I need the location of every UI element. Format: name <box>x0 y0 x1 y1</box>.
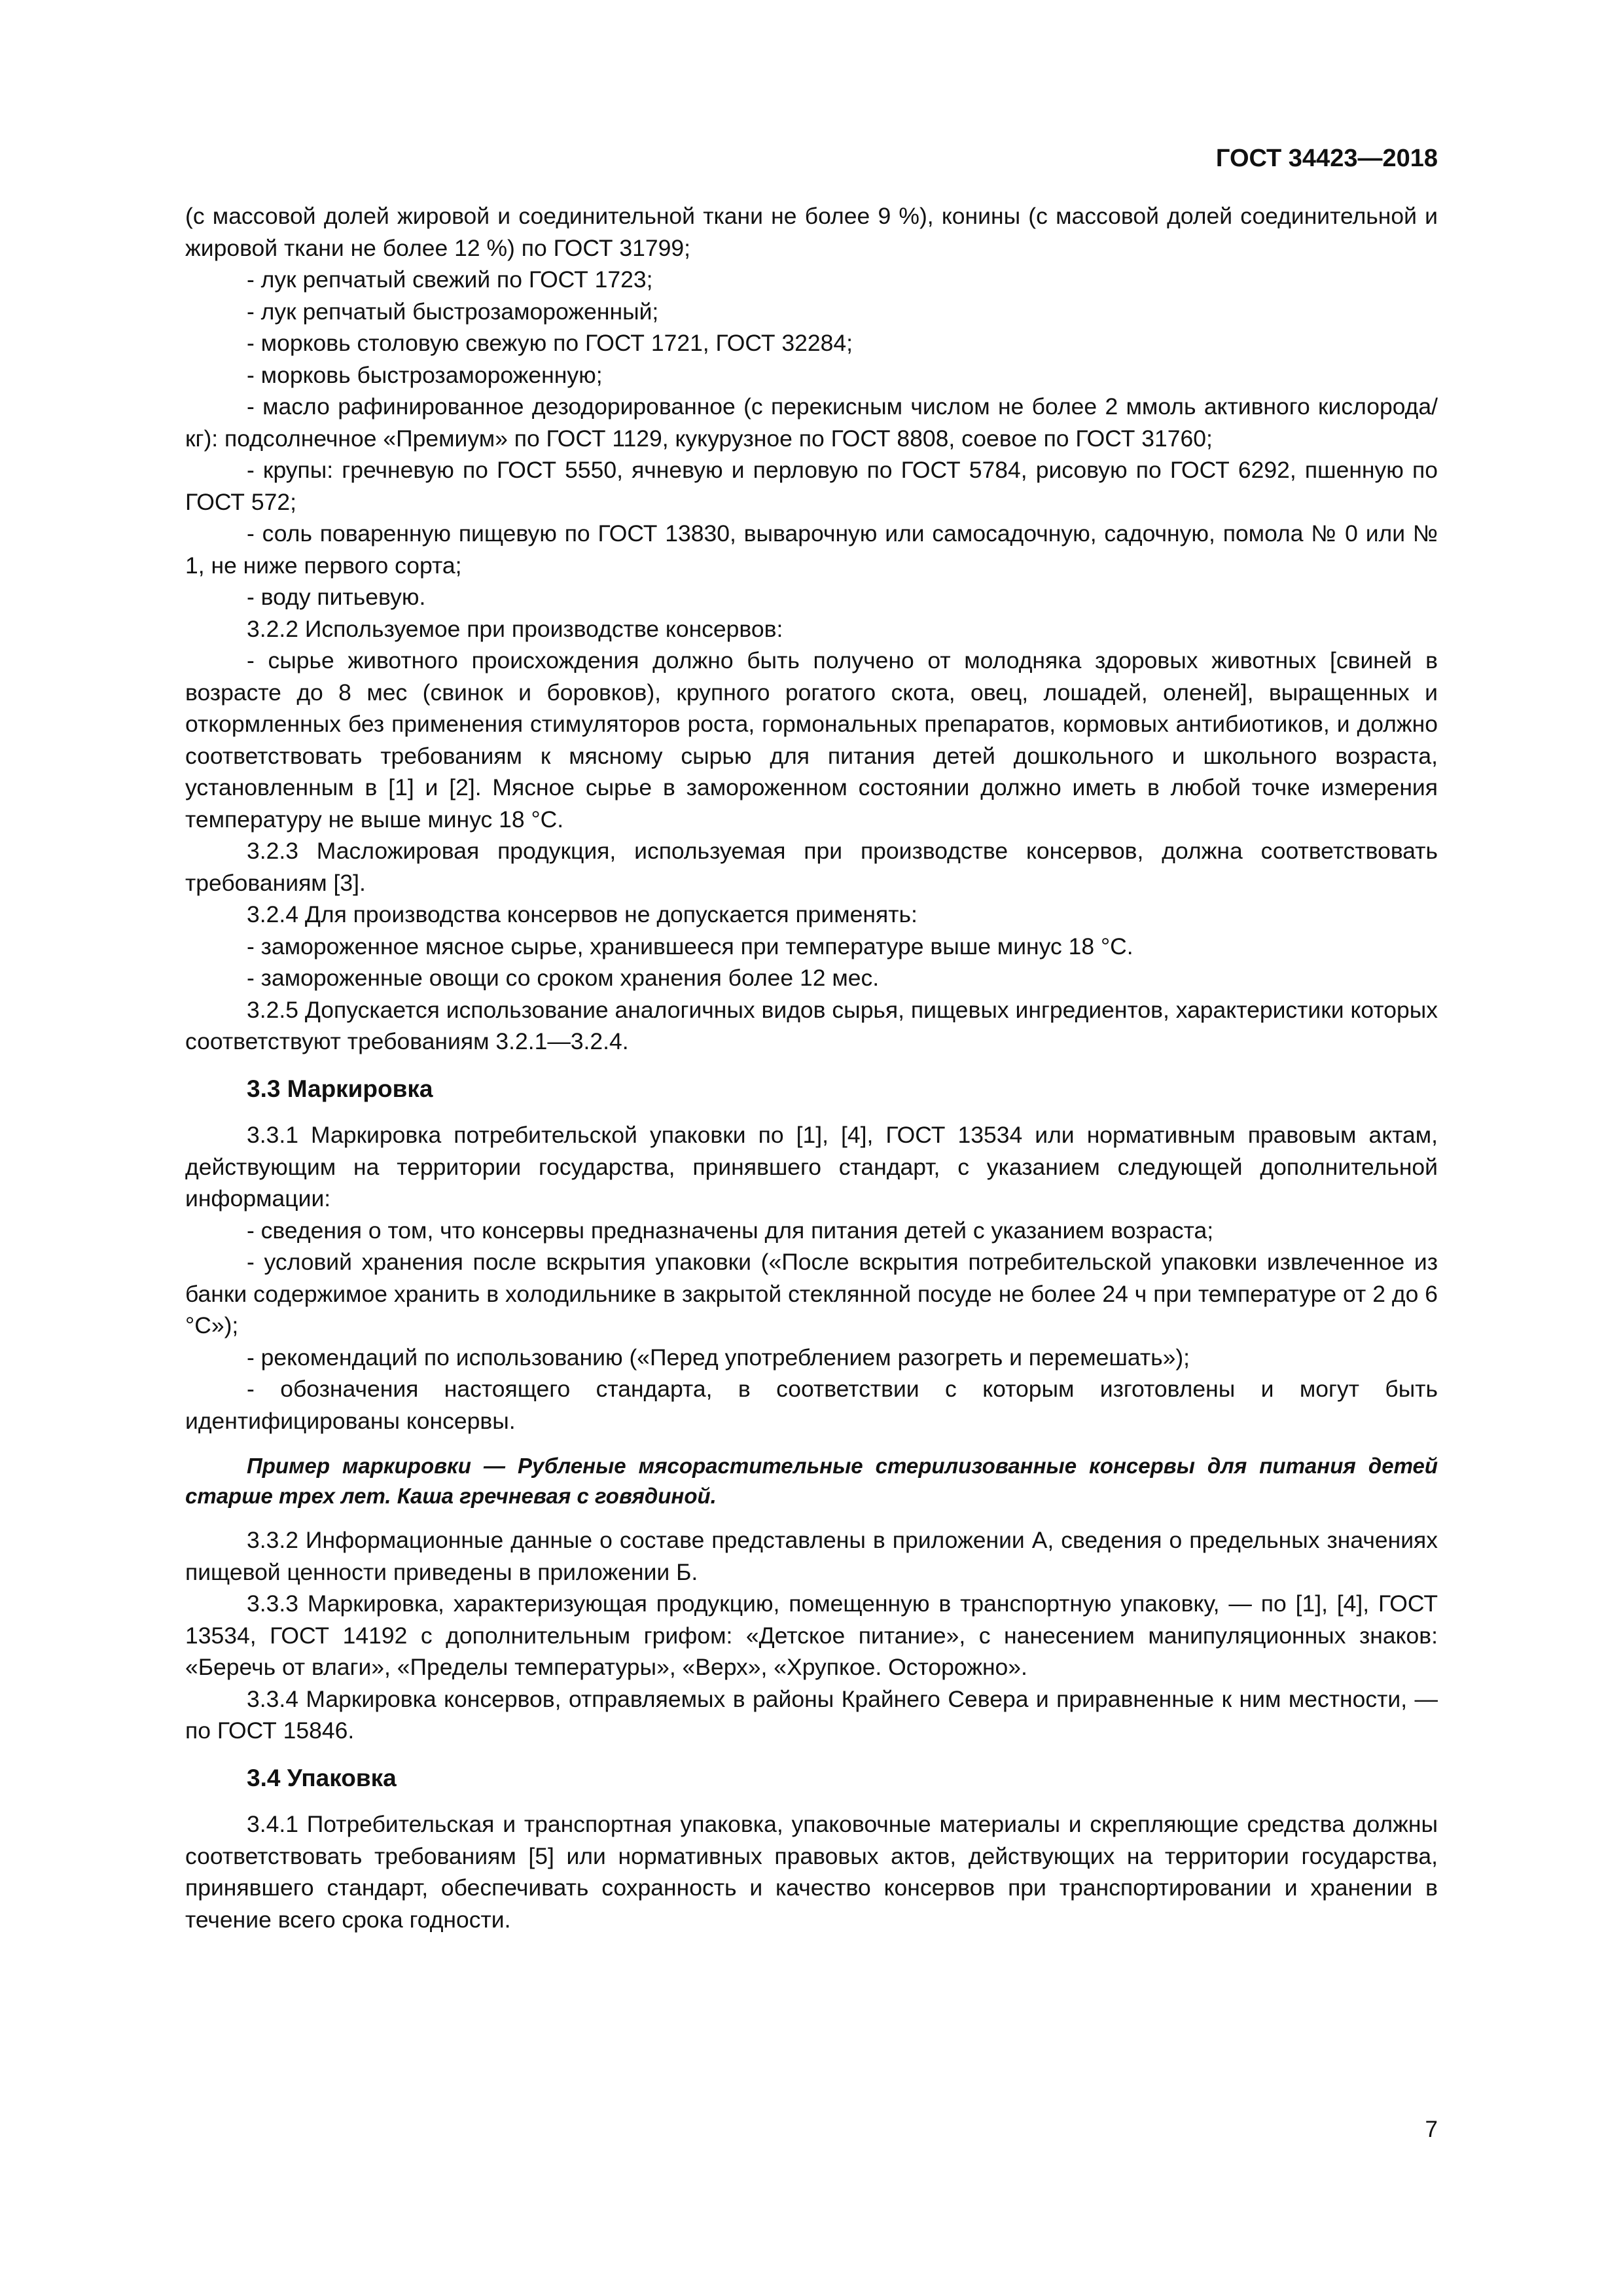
list-item: - соль поваренную пищевую по ГОСТ 13830, выварочную или самосадочную, садочную, помола № 0 или № 1, не ниже первого сорта; <box>185 520 1438 579</box>
section-heading-3-4: 3.4 Упаковка <box>247 1764 397 1791</box>
paragraph-continuation: (с массовой долей жировой и соединительной ткани не более 9 %), конины (с массовой долей соединительной и жировой ткани не более 12 %) по ГОСТ 31799; <box>185 203 1438 261</box>
list-item: - воду питьевую. <box>247 584 426 610</box>
paragraph-3-3-1: 3.3.1 Маркировка потребительской упаковки по [1], [4], ГОСТ 13534 или нормативным правовым актам, действующим на территории государства, принявшего стандарт, с указанием следующей дополнительной информации: <box>185 1122 1438 1211</box>
section-heading-3-3: 3.3 Маркировка <box>247 1075 433 1102</box>
list-item: - замороженные овощи со сроком хранения более 12 мес. <box>247 965 880 991</box>
list-item: - обозначения настоящего стандарта, в соответствии с которым изготовлены и могут быть идентифицированы консервы. <box>185 1376 1438 1434</box>
paragraph-3-2-5: 3.2.5 Допускается использование аналогичных видов сырья, пищевых ингредиентов, характеристики которых соответствуют требованиям 3.2.1—3.2.4. <box>185 996 1438 1054</box>
list-item: - крупы: гречневую по ГОСТ 5550, ячневую и перловую по ГОСТ 5784, рисовую по ГОСТ 6292, пшенную по ГОСТ 572; <box>185 457 1438 515</box>
list-item: - сырье животного происхождения должно быть получено от молодняка здоровых животных [свиней в возрасте до 8 мес (свинок и боровков), крупного рогатого скота, овец, лошадей, оленей], выращенных и откормленных без применения стимуляторов роста, гормональных препаратов, кормовых антибиотиков, и должно соответствовать требованиям к мясному сырью для питания детей дошкольного и школьного возраста, установленным в [1] и [2]. Мясное сырье в замороженном состоянии должно иметь в любой точке измерения температуру не выше минус 18 °С. <box>185 647 1438 833</box>
paragraph-3-3-2: 3.3.2 Информационные данные о составе представлены в приложении А, сведения о предельных значениях пищевой ценности приведены в приложении Б. <box>185 1527 1438 1585</box>
list-item: - лук репчатый быстрозамороженный; <box>247 298 659 325</box>
paragraph-3-3-3: 3.3.3 Маркировка, характеризующая продукцию, помещенную в транспортную упаковку, — по [1], [4], ГОСТ 13534, ГОСТ 14192 с дополнительным грифом: «Детское питание», с нанесением манипуляционных знаков: «Беречь от влаги», «Пределы температуры», «Верх», «Хрупкое. Осторожно». <box>185 1590 1438 1680</box>
list-item: - морковь столовую свежую по ГОСТ 1721, ГОСТ 32284; <box>247 330 853 356</box>
paragraph-3-3-4: 3.3.4 Маркировка консервов, отправляемых в районы Крайнего Севера и приравненные к ним местности, — по ГОСТ 15846. <box>185 1685 1438 1744</box>
paragraph-3-2-2: 3.2.2 Используемое при производстве консервов: <box>247 615 783 642</box>
document-body <box>185 200 1438 1935</box>
paragraph-3-2-4: 3.2.4 Для производства консервов не допускается применять: <box>247 901 918 927</box>
list-item: - масло рафинированное дезодорированное (с перекисным числом не более 2 ммоль активного кислорода/кг): подсолнечное «Премиум» по ГОСТ 1129, кукурузное по ГОСТ 8808, соевое по ГОСТ 31760; <box>185 393 1438 452</box>
paragraph-3-2-3: 3.2.3 Масложировая продукция, используемая при производстве консервов, должна соответствовать требованиям [3]. <box>185 838 1438 896</box>
list-item: - рекомендаций по использованию («Перед употреблением разогреть и перемешать»); <box>247 1344 1190 1371</box>
document-header-id: ГОСТ 34423—2018 <box>1215 145 1438 172</box>
list-item: - лук репчатый свежий по ГОСТ 1723; <box>247 266 653 293</box>
list-item: - сведения о том, что консервы предназначены для питания детей с указанием возраста; <box>247 1217 1214 1244</box>
page-number: 7 <box>1425 2117 1438 2142</box>
list-item: - условий хранения после вскрытия упаковки («После вскрытия потребительской упаковки извлеченное из банки содержимое хранить в холодильнике в закрытой стеклянной посуде не более 24 ч при температуре от 2 до 6 °С»); <box>185 1249 1438 1338</box>
paragraph-3-4-1: 3.4.1 Потребительская и транспортная упаковка, упаковочные материалы и скрепляющие средства должны соответствовать требованиям [5] или нормативных правовых актов, действующих на территории государства, принявшего стандарт, обеспечивать сохранность и качество консервов при транспортировании и хранении в течение всего срока годности. <box>185 1811 1438 1933</box>
marking-example: Пример маркировки — Рубленые мясорастительные стерилизованные консервы для питания детей старше трех лет. Каша гречневая с говядиной. <box>185 1454 1438 1508</box>
list-item: - замороженное мясное сырье, хранившееся при температуре выше минус 18 °С. <box>247 933 1133 960</box>
list-item: - морковь быстрозамороженную; <box>247 361 603 388</box>
